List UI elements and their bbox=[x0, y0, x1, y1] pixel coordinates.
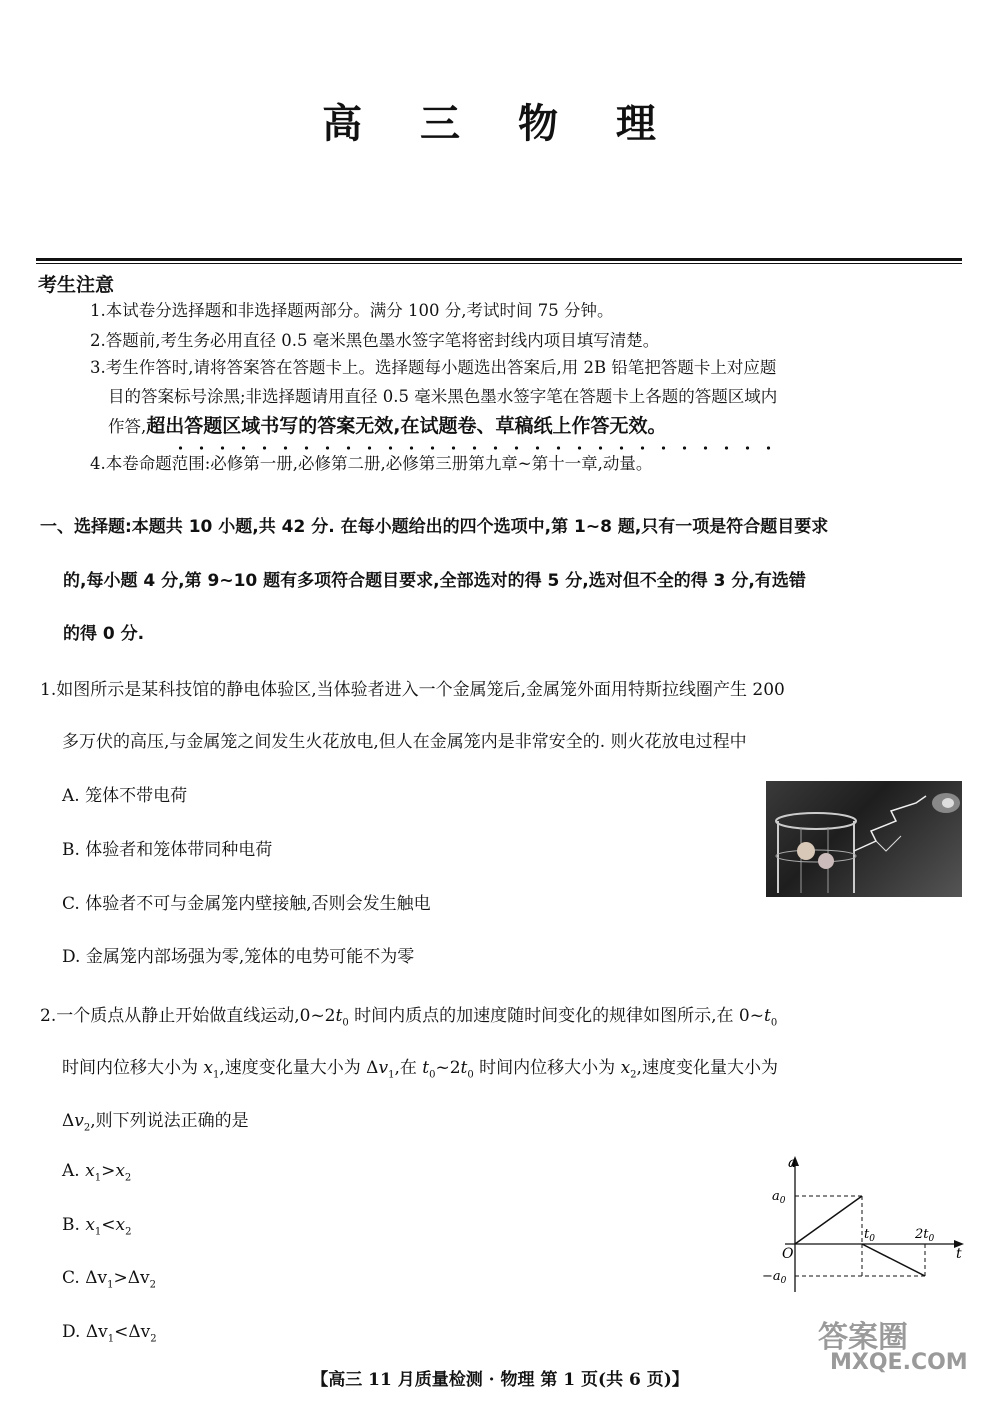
notice-line-3b: 目的答案标号涂黑;非选择题请用直径 0.5 毫米黑色墨水签字笔在答题卡上各题的答题区域内 bbox=[108, 387, 778, 406]
notice-heading: 考生注意 bbox=[38, 274, 115, 296]
neg-a0-label: $-a_0$ bbox=[762, 1269, 787, 1286]
emphasis-dots bbox=[170, 445, 780, 451]
q1-line-2: 多万伏的高压,与金属笼之间发生火花放电,但人在金属笼内是非常安全的. 则火花放电过程中 bbox=[62, 732, 747, 752]
q1-option-a: A. 笼体不带电荷 bbox=[62, 786, 188, 806]
section1-line-3: 的得 0 分. bbox=[63, 624, 145, 644]
q2-line-2: 时间内位移大小为 $x_1$,速度变化量大小为 $\Delta v_1$,在 $t_0\sim 2t_0$ 时间内位移大小为 $x_2$,速度变化量大小为 bbox=[62, 1058, 778, 1081]
q2-l2b: ,速度变化量大小为 Δ bbox=[219, 1058, 379, 1078]
page-title: 高 三 物 理 bbox=[322, 100, 678, 147]
q1-option-c: C. 体验者不可与金属笼内壁接触,否则会发生触电 bbox=[62, 894, 431, 914]
origin-label: O bbox=[782, 1246, 794, 1262]
watermark-bottom: MXQE.COM bbox=[830, 1350, 968, 1375]
t-axis-label: t bbox=[956, 1246, 962, 1262]
section1-line-1: 一、选择题:本题共 10 小题,共 42 分. 在每小题给出的四个选项中,第 1~8 题,只有一项是符合题目要求 bbox=[40, 517, 829, 537]
q2-l2a: 时间内位移大小为 bbox=[62, 1058, 204, 1078]
q2-l1a: 2.一个质点从静止开始做直线运动,0~2 bbox=[40, 1006, 336, 1026]
a-axis-label: a bbox=[788, 1155, 797, 1171]
section1-line-2: 的,每小题 4 分,第 9~10 题有多项符合题目要求,全部选对的得 5 分,选对但不全的得 3 分,有选错 bbox=[63, 571, 806, 591]
a0-label: $a_0$ bbox=[772, 1189, 786, 1206]
notice-line-3: 3.考生作答时,请将答案答在答题卡上。选择题每小题选出答案后,用 2B 铅笔把答题卡上对应题 bbox=[90, 358, 777, 377]
q1-option-d: D. 金属笼内部场强为零,笼体的电势可能不为零 bbox=[62, 947, 415, 967]
notice-line-1: 1.本试卷分选择题和非选择题两部分。满分 100 分,考试时间 75 分钟。 bbox=[90, 301, 614, 320]
notice-line-4: 4.本卷命题范围:必修第一册,必修第二册,必修第三册第九章~第十一章,动量。 bbox=[90, 454, 653, 473]
header-rule-thin bbox=[36, 263, 962, 264]
page-footer: 【高三 11 月质量检测 · 物理 第 1 页(共 6 页)】 bbox=[311, 1370, 689, 1390]
notice-emphasis: 超出答题区域书写的答案无效,在试题卷、草稿纸上作答无效。 bbox=[146, 415, 667, 437]
q2-option-a: A. $x_1>x_2$ bbox=[62, 1161, 132, 1184]
q1-line-1: 1.如图所示是某科技馆的静电体验区,当体验者进入一个金属笼后,金属笼外面用特斯拉线圈产生 200 bbox=[40, 680, 785, 700]
t0-label: $t_0$ bbox=[864, 1227, 875, 1244]
q2-l2c: ,在 bbox=[394, 1058, 423, 1078]
q2-option-b: B. $x_1<x_2$ bbox=[62, 1215, 132, 1238]
a-line-2 bbox=[862, 1244, 925, 1276]
q2-l1b: 时间内质点的加速度随时间变化的规律如图所示,在 0~ bbox=[348, 1006, 764, 1026]
q2-l2d: ~2 bbox=[435, 1058, 461, 1078]
notice-line-3c-text: 作答, bbox=[108, 417, 147, 436]
q2-l2e: 时间内位移大小为 bbox=[473, 1058, 621, 1078]
q2-option-c: C. $\Delta v_1>\Delta v_2$ bbox=[62, 1268, 156, 1291]
acceleration-time-graph bbox=[760, 1152, 970, 1302]
a-line-1 bbox=[795, 1196, 862, 1244]
q2-line-1 bbox=[40, 1001, 777, 1028]
watermark-top: 答案圈 bbox=[818, 1320, 908, 1355]
q2-l1-sub2: 0 bbox=[770, 1017, 778, 1029]
q2-line-3: $\Delta v_2$,则下列说法正确的是 bbox=[62, 1111, 249, 1134]
photo-illustration bbox=[766, 781, 962, 897]
q1-option-b: B. 体验者和笼体带同种电荷 bbox=[62, 840, 273, 860]
header-rule bbox=[36, 258, 962, 261]
q2-l1-t: t bbox=[335, 1006, 343, 1026]
q2-l1-sub: 0 bbox=[342, 1017, 349, 1029]
2t0-label: $2t_0$ bbox=[915, 1227, 935, 1244]
q2-l3a: Δ bbox=[62, 1111, 75, 1131]
notice-line-2: 2.答题前,考生务必用直径 0.5 毫米黑色墨水签字笔将密封线内项目填写清楚。 bbox=[90, 331, 660, 350]
q2-l3b: ,则下列说法正确的是 bbox=[90, 1111, 249, 1131]
notice-line-3c bbox=[108, 414, 666, 439]
q2-l2f: ,速度变化量大小为 bbox=[636, 1058, 778, 1078]
tesla-cage-photo bbox=[766, 781, 962, 897]
q2-l1-t2: t bbox=[764, 1006, 771, 1026]
q2-option-d: D. $\Delta v_1<\Delta v_2$ bbox=[62, 1322, 157, 1345]
